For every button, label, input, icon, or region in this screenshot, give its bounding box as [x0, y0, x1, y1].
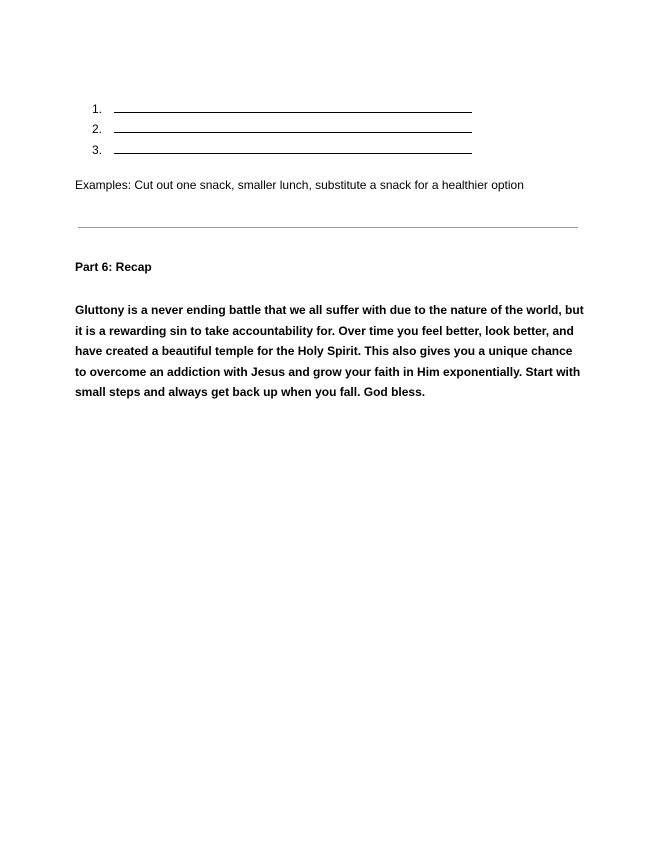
list-item-number: 3.: [92, 142, 103, 157]
answer-blank-line: [114, 120, 472, 133]
answer-blank-line: [114, 100, 472, 113]
paragraph-line: it is a rewarding sin to take accountability for. Over time you feel better, look better, and: [75, 323, 574, 338]
list-item: [92, 95, 472, 116]
list-item: [92, 136, 472, 157]
recap-paragraph: [75, 300, 585, 403]
blank-answer-list: [92, 95, 472, 157]
list-item-number: 2.: [92, 122, 103, 136]
paragraph-line: small steps and always get back up when you fall. God bless.: [75, 385, 426, 400]
examples-text: Examples: Cut out one snack, smaller lunch, substitute a snack for a healthier option: [75, 178, 524, 192]
section-heading: Part 6: Recap: [75, 260, 152, 274]
list-item-number: 1.: [92, 101, 103, 116]
paragraph-line: to overcome an addiction with Jesus and grow your faith in Him exponentially. Start with: [75, 364, 581, 379]
answer-blank-line: [114, 141, 472, 154]
list-item: [92, 116, 472, 137]
horizontal-divider: [78, 227, 578, 228]
paragraph-line: Gluttony is a never ending battle that we all suffer with due to the nature of the world, but: [75, 303, 584, 317]
paragraph-line: have created a beautiful temple for the Holy Spirit. This also gives you a unique chance: [75, 344, 573, 359]
